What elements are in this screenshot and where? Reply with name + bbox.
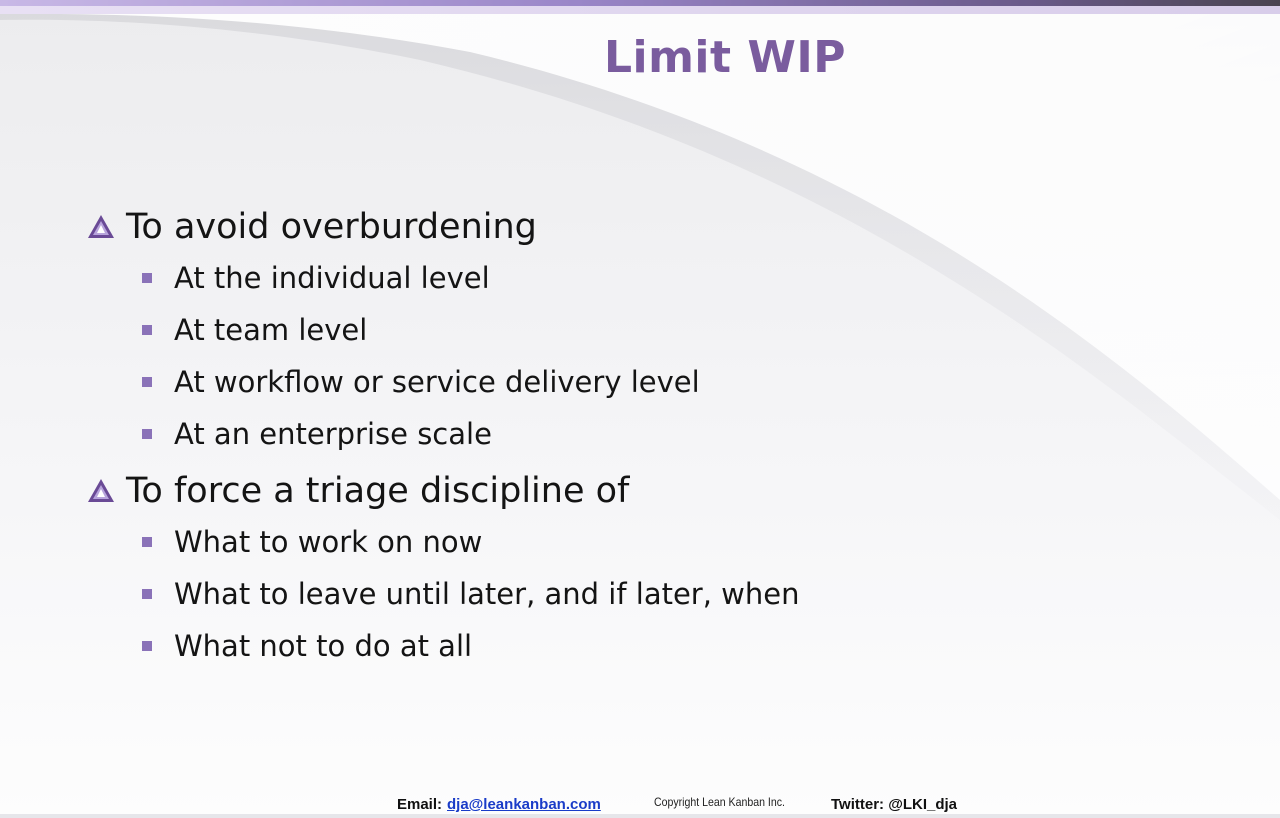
- list-item: [142, 252, 799, 304]
- email-link[interactable]: dja@leankanban.com: [447, 796, 601, 813]
- list-item-text: At an enterprise scale: [174, 417, 492, 451]
- email-label: Email:: [397, 796, 443, 813]
- triangle-logo-icon: [86, 212, 116, 242]
- square-bullet-icon: [142, 429, 152, 439]
- list-item: [142, 568, 799, 620]
- list-item: [142, 408, 799, 460]
- bottom-strip: [0, 814, 1280, 818]
- list-item: [142, 516, 799, 568]
- square-bullet-icon: [142, 377, 152, 387]
- list-item-text: At workflow or service delivery level: [174, 365, 700, 399]
- copyright-text: Copyright Lean Kanban Inc.: [654, 795, 785, 809]
- list-item-text: What to work on now: [174, 525, 483, 559]
- bullet-heading-2: [86, 466, 799, 516]
- slide-title: Limit WIP: [603, 32, 847, 83]
- list-item-text: At the individual level: [174, 261, 490, 295]
- square-bullet-icon: [142, 589, 152, 599]
- list-item-text: At team level: [174, 313, 368, 347]
- list-item: [142, 304, 799, 356]
- square-bullet-icon: [142, 325, 152, 335]
- list-item: [142, 620, 799, 672]
- square-bullet-icon: [142, 273, 152, 283]
- list-item-text: What not to do at all: [174, 629, 473, 663]
- list-item: [142, 356, 799, 408]
- list-item-text: What to leave until later, and if later, when: [174, 577, 800, 611]
- twitter-handle: Twitter: @LKI_dja: [831, 796, 958, 813]
- bullet-heading-1: [86, 202, 799, 252]
- triangle-logo-icon: [86, 476, 116, 506]
- heading-text: To avoid overburdening: [126, 207, 537, 247]
- square-bullet-icon: [142, 537, 152, 547]
- slide-content: [86, 200, 799, 672]
- heading-text: To force a triage discipline of: [126, 471, 630, 511]
- slide-footer: [0, 794, 1280, 816]
- square-bullet-icon: [142, 641, 152, 651]
